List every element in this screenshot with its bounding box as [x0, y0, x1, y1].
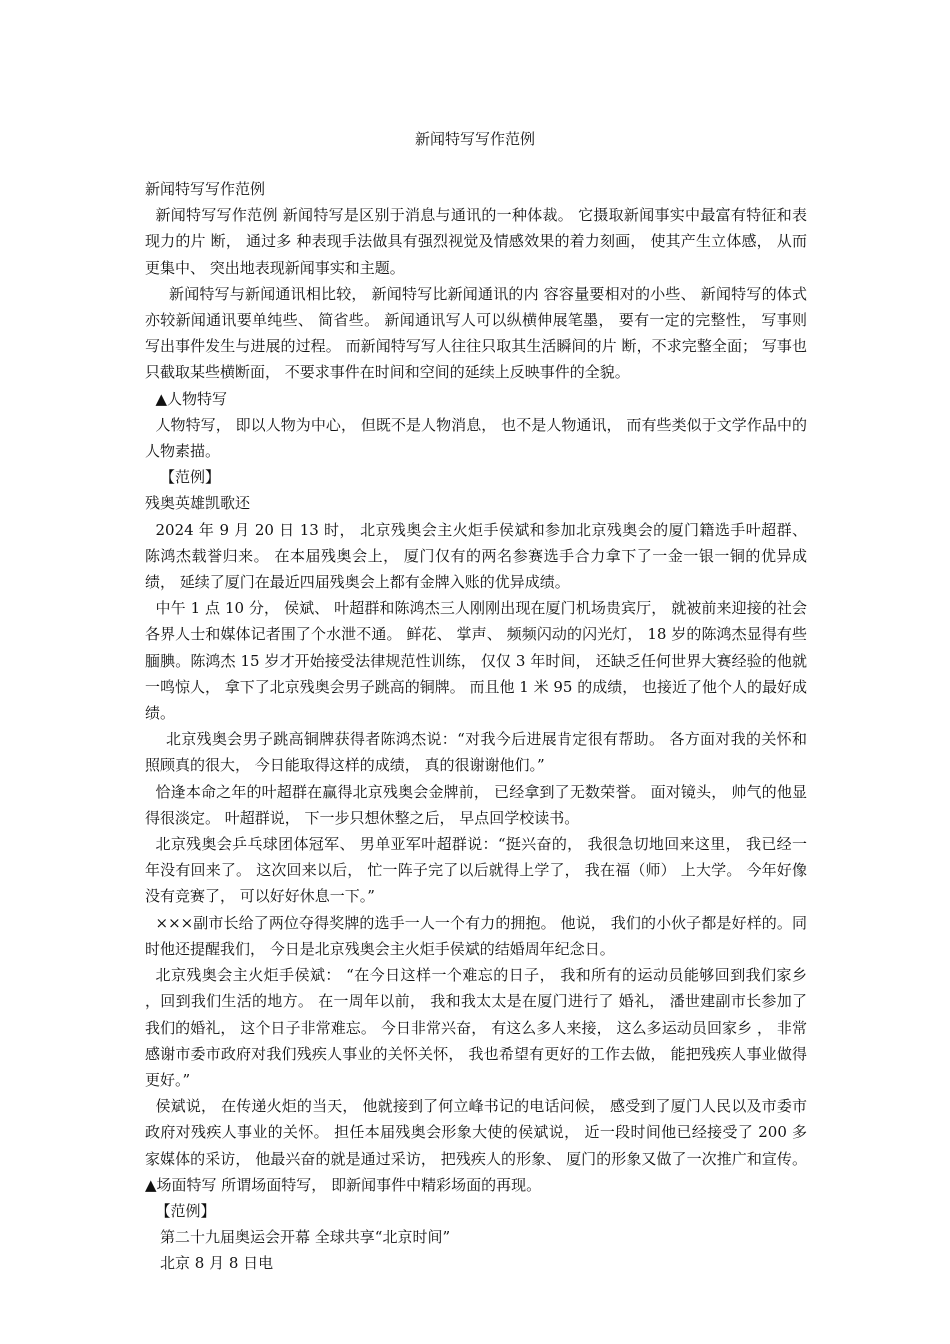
- example-label: 【范例】: [160, 468, 221, 487]
- paragraph-person-feature: 人物特写， 即以人物为中心， 但既不是人物消息， 也不是人物通讯， 而有些类似于文学作品中的人物素描。: [145, 415, 807, 461]
- paragraph-heading: 新闻特写写作范例: [145, 180, 266, 198]
- paragraph-comparison: 新闻特写与新闻通讯相比较， 新闻特写比新闻通讯的内 容容量要相对的小些、 新闻特写的体式亦较新闻通讯要单纯些、 简省些。 新闻通讯写人可以纵横伸展笔墨， 要有一定的完整性， 写事则写出事件发生与进展的过程。 而新闻特写写人往往只取其生活瞬间的片 断，不求完整全面； 写事也只截取某些横断面， 不要求事件在时间和空间的延续上反映事件的全貌。: [145, 284, 807, 382]
- example-headline-2: 第二十九届奥运会开幕 全球共享“北京时间”: [160, 1228, 451, 1247]
- dateline: 北京 8 月 8 日电: [160, 1254, 274, 1273]
- paragraph-intro: 新闻特写写作范例 新闻特写是区别于消息与通讯的一种体裁。 它摄取新闻事实中最富有特征和表现力的片 断， 通过多 种表现手法做具有强烈视觉及情感效果的着力刻画， 使其产生立体感， 从而更集中、 突出地表现新闻事实和主题。: [145, 206, 807, 277]
- section-heading-person-feature: ▲人物特写: [155, 389, 228, 408]
- paragraph-vice-mayor: ×××副市长给了两位夺得奖牌的选手一人一个有力的拥抱。 他说， 我们的小伙子都是好样的。同时他还提醒我们， 今日是北京残奥会主火炬手侯斌的结婚周年纪念日。: [145, 913, 807, 958]
- document-title: 新闻特写写作范例: [414, 130, 535, 148]
- paragraph-airport: 中午 1 点 10 分， 侯斌、 叶超群和陈鸿杰三人刚刚出现在厦门机场贵宾厅， 就被前来迎接的社会各界人士和媒体记者围了个水泄不通。 鲜花、 掌声、 频频闪动的闪光灯， 18 岁的陈鸿杰显得有些腼腆。陈鸿杰 15 岁才开始接受法律规范性训练， 仅仅 3 年时间， 还缺乏任何世界大赛经验的他就一鸣惊人， 拿下了北京残奥会男子跳高的铜牌。 而且他 1 米 95 的成绩， 也接近了他个人的最好成绩。: [145, 599, 808, 723]
- paragraph-hou-media: 侯斌说， 在传递火炬的当天， 他就接到了何立峰书记的电话问候， 感受到了厦门人民以及市委市政府对残疾人事业的关怀。 担任本届残奥会形象大使的侯斌说， 近一段时间他已经接受了 200 多家媒体的采访， 他最兴奋的就是通过采访， 把残疾人的形象、 厦门的形象又做了一次推广和宣传。 ▲场面特写 所谓场面特写， 即新闻事件中精彩场面的再现。: [145, 1097, 807, 1194]
- paragraph-quote-hou: 北京残奥会主火炬手侯斌： “在今日这样一个难忘的日子， 我和所有的运动员能够回到我们家乡 ，回到我们生活的地方。 在一周年以前， 我和我太太是在厦门进行了 婚礼， 潘世建副市长参加了我们的婚礼， 这个日子非常难忘。 今日非常兴奋， 有这么多人来接， 这么多运动员回家乡 ， 非常感谢市委市政府对我们残疾人事业的关怀关怀， 我也希望有更好的工作去做， 能把残疾人事业做得更好。”: [145, 966, 807, 1089]
- paragraph-quote-ye: 北京残奥会乒乓球团体冠军、 男单亚军叶超群说：“挺兴奋的， 我很急切地回来这里， 我已经一年没有回来了。 这次回来以后， 忙一阵子完了以后就得上学了， 我在福（师） 上大学。 今年好像没有竞赛了， 可以好好休息一下。”: [145, 835, 807, 906]
- paragraph-lead: 2024 年 9 月 20 日 13 时， 北京残奥会主火炬手侯斌和参加北京残奥会的厦门籍选手叶超群、 陈鸿杰载誉归来。 在本届残奥会上， 厦门仅有的两名参赛选手合力拿下了一金一银一铜的优异成绩， 延续了厦门在最近四届残奥会上都有金牌入账的优异成绩。: [145, 520, 807, 592]
- example-label-2: 【范例】: [155, 1201, 216, 1220]
- paragraph-ye-honor: 恰逢本命之年的叶超群在赢得北京残奥会金牌前， 已经拿到了无数荣誉。 面对镜头， 帅气的他显得很淡定。 叶超群说， 下一步只想休整之后， 早点回学校读书。: [145, 782, 807, 827]
- example-headline: 残奥英雄凯歌还: [145, 494, 251, 513]
- document-body: [145, 176, 807, 1277]
- paragraph-quote-chen: 北京残奥会男子跳高铜牌获得者陈鸿杰说：“对我今后进展肯定很有帮助。 各方面对我的关怀和照顾真的很大， 今日能取得这样的成绩， 真的很谢谢他们。”: [145, 730, 807, 775]
